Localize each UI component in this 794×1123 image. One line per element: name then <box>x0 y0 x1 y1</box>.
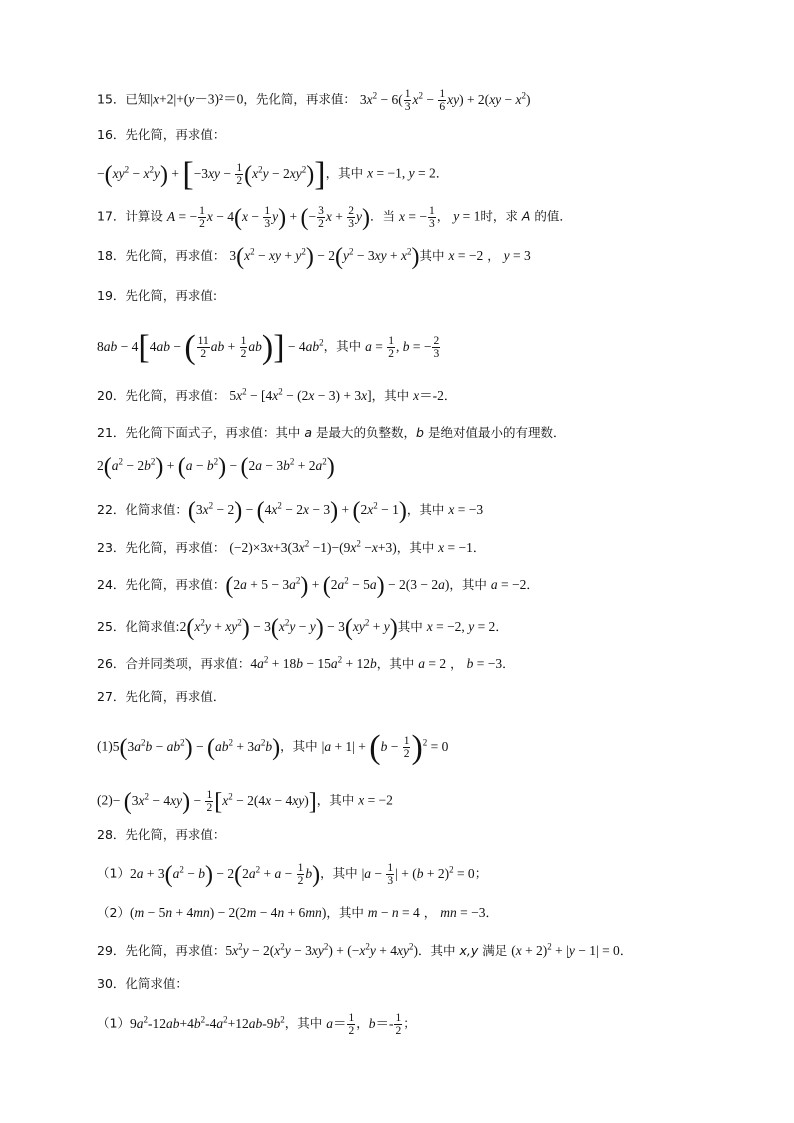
given-values: ，其中 |a + 1| + (b − $\frac{1}{2}$ )$^2$ = 0 <box>280 728 449 766</box>
given-values: ，其中 x = −1, y = 2． <box>325 165 449 181</box>
math-expression: $5(3a^2b - ab^2) - (ab^2 + 3a^2b)$ <box>112 734 281 761</box>
math-expression: $3(x^2$ − xy + $y^2) - 2(y^2 - 3xy + x^2)$ <box>229 243 420 270</box>
given-values: ，其中 m − n = 4 ， mn = −3． <box>326 905 498 920</box>
part-label: (2) <box>97 792 113 808</box>
math-expression: $3x^2 - 6$( $\frac{1}{3}$ $x^2$ − $\frac{1}{6}$ $xy) + 2(xy - x^2)$ <box>359 88 531 113</box>
problem-21-expression <box>97 453 754 480</box>
problem-28-part-2 <box>97 904 754 922</box>
problem-text: 化简求值： <box>125 976 188 991</box>
part-label: （2） <box>97 905 130 920</box>
problem-number: 28． <box>97 827 126 842</box>
given-values: ，其中 x = −1． <box>396 540 486 555</box>
math-expression: $4a^2 + 18b - 15a^2 + 12b$ <box>250 654 377 671</box>
problem-text: 已知 <box>125 91 151 107</box>
problem-30 <box>97 975 754 993</box>
math-expression: (m − 5n + 4mn) − 2(2m − 4n + 6mn) <box>129 905 327 920</box>
problem-text: 先化简，再求值： <box>125 127 226 142</box>
problem-number: 15． <box>97 91 126 107</box>
problem-number: 22． <box>97 502 126 517</box>
part-label: （1） <box>97 1015 130 1031</box>
given-values: ．其中 x,y 满足 $(x + 2)^2 + |y - 1| = 0$． <box>417 941 633 958</box>
problem-number: 21． <box>97 425 126 440</box>
problem-text: 先化简，再求值： <box>125 540 226 555</box>
math-expression: $-(xy^2 - x^2y) + [-3xy$ − $\frac{1}{2}$ $(x^2y - 2xy^2)$] <box>97 155 326 193</box>
problem-number: 16． <box>97 127 126 142</box>
math-expression: A = − $\frac{1}{2}$ x − 4(x − $\frac{1}{3}$ y) + (− $\frac{3}{2}$ x + $\frac{2}{3}$ y) <box>166 204 370 231</box>
problem-23 <box>97 539 754 557</box>
problem-number: 27． <box>97 689 126 704</box>
problem-text: 先化简，再求值: <box>125 288 218 303</box>
part-label: （1） <box>97 865 130 881</box>
problem-number: 24． <box>97 577 126 592</box>
problem-number: 23． <box>97 540 126 555</box>
problem-number: 19． <box>97 288 126 303</box>
math-expression: $2(x^2y + xy^2) - 3(x^2y - y) - 3(xy^2 + y)$ <box>179 614 398 641</box>
given-values: ，其中 a = −2． <box>449 577 539 592</box>
problem-21: 21．先化简下面式子，再求值：其中 a 是最大的负整数，b 是绝对值最小的有理数． <box>97 425 566 440</box>
problem-22 <box>97 497 754 524</box>
problem-number: 17． <box>97 208 126 224</box>
problem-number: 25． <box>97 619 126 634</box>
problem-text: 合并同类项，再求值： <box>125 656 251 671</box>
problem-29 <box>97 942 754 960</box>
given-values: 其中 x = −2, y = 2． <box>397 619 508 634</box>
problem-28-part-1 <box>97 862 754 887</box>
problem-30-part-1 <box>97 1012 754 1037</box>
math-expression: $(2a + 5 - 3a^2) + (2a^2 - 5a) - 2(3 - 2a)$ <box>225 572 450 599</box>
problem-15: 15．已知|x+2|+(y－3)²＝0，先化简，再求值： $3x^2 - 6$( $\frac{1}{3}$ $x^2$ − $\frac{1}{6}$ $xy) + 2(xy - x^2)$ <box>97 88 531 113</box>
problem-17: 17．计算设 A = − $\frac{1}{2}$ x − 4(x − $\frac{1}{3}$ y) + (− $\frac{3}{2}$ x + $\frac{2}{3}$ y)．当 x = − $\frac{1}{3}$ ， y = 1时，求 A 的值． <box>97 204 572 231</box>
part-label: (1) <box>97 738 113 754</box>
problem-27-part-1 <box>97 728 754 766</box>
problem-text: 先化简，再求值： <box>125 827 226 842</box>
problem-text: 化简求值： <box>125 502 188 517</box>
math-expression: $2(a^2 - 2b^2) + (a - b^2) - (2a - 3b^2 + 2a^2)$ <box>97 453 335 480</box>
given-values: ，其中 x = −3 <box>406 502 484 517</box>
problem-28 <box>97 826 754 844</box>
math-expression: $5x^2y - 2(x^2y - 3xy^2) + (-x^2y + 4xy^2)$ <box>225 941 418 958</box>
math-expression: 8ab − 4[4ab − ( $\frac{11}{2}$ ab + $\frac{1}{2}$ $ab)] - 4ab^2$ <box>97 328 324 366</box>
math-expression: $(3x^2 - 2) - (4x^2 - 2x - 3) + (2x^2 - 1)$ <box>187 497 407 524</box>
problem-number: 18． <box>97 248 126 263</box>
problem-16 <box>97 126 754 144</box>
problem-25 <box>97 614 754 641</box>
problem-19-expression <box>97 328 754 366</box>
math-expression: $5x^2 - [4x^2 - (2x - 3) + 3x]$ <box>229 386 372 403</box>
problem-number: 20． <box>97 388 126 403</box>
problem-20 <box>97 387 754 405</box>
given-values: ，其中 a = 2 ， b = −3． <box>376 656 515 671</box>
problem-text: 先化简，再求值． <box>125 689 226 704</box>
condition: |x+2|+(y－3)²＝0 <box>150 91 244 107</box>
problem-26 <box>97 655 754 673</box>
given-values: ，其中 |a − $\frac{1}{3}$ | + $(b + 2)^2 = 0$； <box>320 862 488 887</box>
problem-number: 29． <box>97 943 126 958</box>
math-expression: $(-2)\times 3x+3(3x^2 -1)-(9x^2 -x+3)$ <box>229 538 397 555</box>
problem-text: 先化简，再求值： <box>125 943 226 958</box>
given-values: ，其中 x＝-2． <box>371 388 457 403</box>
problem-18 <box>97 243 754 270</box>
problem-text: 先化简，再求值： <box>125 388 226 403</box>
problem-16-expression <box>97 155 754 193</box>
problem-number: 26． <box>97 656 126 671</box>
problem-number: 30． <box>97 976 126 991</box>
problem-27 <box>97 688 754 706</box>
problem-text: 先化简，再求值： <box>125 248 226 263</box>
given-values: ，其中 a＝ $\frac{1}{2}$ ，b＝- $\frac{1}{2}$ ； <box>284 1012 416 1037</box>
problem-text: 先化简，再求值： <box>125 577 226 592</box>
math-expression: − $(3x^2 - 4xy)$ − $\frac{1}{2}$ $[x^2 - 2(4x - 4xy)]$ <box>112 788 317 815</box>
math-expression: $9a^2-12ab+4b^2-4a^2+12ab-9b^2$ <box>129 1014 285 1031</box>
given-values: 其中 x = −2 ， y = 3 <box>419 248 531 263</box>
math-expression: $2a + 3(a^2 - b) - 2(2a^2 + a$ − $\frac{1}{2}$ b) <box>129 861 321 888</box>
given-values: ，其中 a = $\frac{1}{2}$ , b = − $\frac{2}{3}$ <box>323 335 440 360</box>
problem-text: 化简求值: <box>125 619 180 634</box>
problem-24 <box>97 572 754 599</box>
problem-27-part-2 <box>97 789 754 814</box>
problem-19 <box>97 287 754 305</box>
given-values: ，其中 x = −2 <box>316 792 393 808</box>
